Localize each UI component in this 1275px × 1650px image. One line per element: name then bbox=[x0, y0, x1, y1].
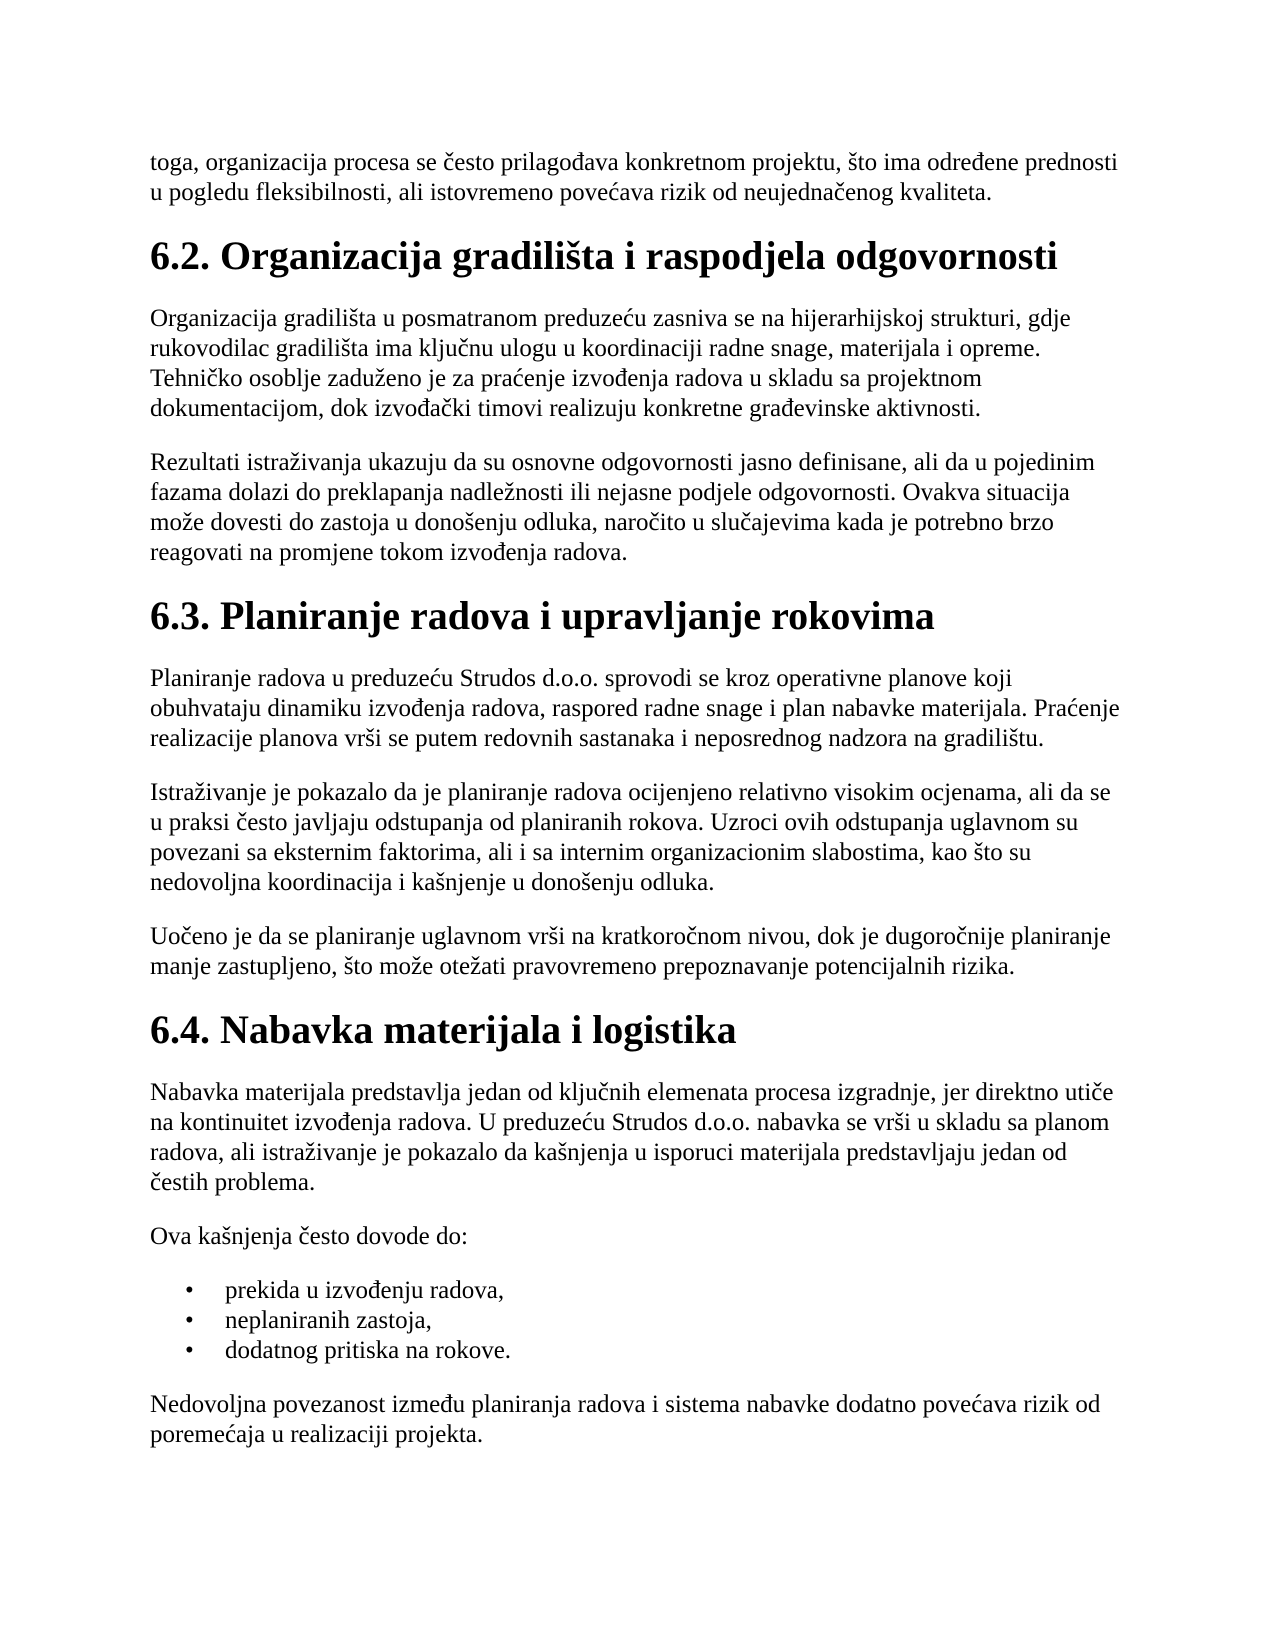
list-intro-paragraph: Ova kašnjenja često dovode do: bbox=[150, 1223, 468, 1250]
list-item-text: neplaniranih zastoja, bbox=[225, 1307, 432, 1334]
list-item bbox=[185, 1306, 1125, 1336]
section-heading-6-4: 6.4. Nabavka materijala i logistika bbox=[150, 1007, 737, 1052]
bullet-marker-icon: • bbox=[185, 1337, 194, 1364]
list-item bbox=[185, 1276, 1125, 1306]
bullet-marker-icon: • bbox=[185, 1307, 194, 1334]
section-heading-6-2: 6.2. Organizacija gradilišta i raspodjela odgovornosti bbox=[150, 233, 1058, 278]
paragraph: Organizacija gradilišta u posmatranom preduzeću zasniva se na hijerarhijskoj strukturi, gdje rukovodilac gradilišta ima ključnu ulogu u koordinaciji radne snage, materijala i opreme. Tehničko osoblje zaduženo je za praćenje izvođenja radova u skladu sa projektnom dokumentacijom, dok izvođački timovi realizuju konkretne građevinske aktivnosti. bbox=[150, 305, 1071, 422]
section-heading-6-3: 6.3. Planiranje radova i upravljanje rokovima bbox=[150, 593, 935, 638]
list-item-text: dodatnog pritiska na rokove. bbox=[225, 1337, 512, 1364]
paragraph: Rezultati istraživanja ukazuju da su osnovne odgovornosti jasno definisane, ali da u pojedinim fazama dolazi do preklapanja nadležnosti ili nejasne podjele odgovornosti. Ovakva situacija može dovesti do zastoja u donošenju odluka, naročito u slučajevima kada je potrebno brzo reagovati na promjene tokom izvođenja radova. bbox=[150, 449, 1095, 566]
paragraph: Uočeno je da se planiranje uglavnom vrši na kratkoročnom nivou, dok je dugoročnije planiranje manje zastupljeno, što može otežati pravovremeno prepoznavanje potencijalnih rizika. bbox=[150, 923, 1111, 980]
paragraph: Planiranje radova u preduzeću Strudos d.o.o. sprovodi se kroz operativne planove koji obuhvataju dinamiku izvođenja radova, raspored radne snage i plan nabavke materijala. Praćenje realizacije planova vrši se putem redovnih sastanaka i neposrednog nadzora na gradilištu. bbox=[150, 665, 1120, 752]
paragraph: Istraživanje je pokazalo da je planiranje radova ocijenjeno relativno visokim ocjenama, ali da se u praksi često javljaju odstupanja od planiranih rokova. Uzroci ovih odstupanja uglavnom su povezani sa eksternim faktorima, ali i sa internim organizacionim slabostima, kao što su nedovoljna koordinacija i kašnjenje u donošenju odluka. bbox=[150, 779, 1111, 896]
closing-paragraph: Nedovoljna povezanost između planiranja radova i sistema nabavke dodatno povećava rizik od poremećaja u realizaciji projekta. bbox=[150, 1391, 1101, 1448]
list-item bbox=[185, 1336, 1125, 1366]
bullet-list bbox=[150, 1276, 1125, 1366]
intro-paragraph: toga, organizacija procesa se često prilagođava konkretnom projektu, što ima određene prednosti u pogledu fleksibilnosti, ali istovremeno povećava rizik od neujednačenog kvaliteta. bbox=[150, 149, 1118, 206]
bullet-marker-icon: • bbox=[185, 1277, 194, 1304]
document-body bbox=[150, 148, 1125, 1450]
paragraph: Nabavka materijala predstavlja jedan od ključnih elemenata procesa izgradnje, jer direktno utiče na kontinuitet izvođenja radova. U preduzeću Strudos d.o.o. nabavka se vrši u skladu sa planom radova, ali istraživanje je pokazalo da kašnjenja u isporuci materijala predstavljaju jedan od čestih problema. bbox=[150, 1079, 1114, 1196]
list-item-text: prekida u izvođenju radova, bbox=[225, 1277, 505, 1304]
